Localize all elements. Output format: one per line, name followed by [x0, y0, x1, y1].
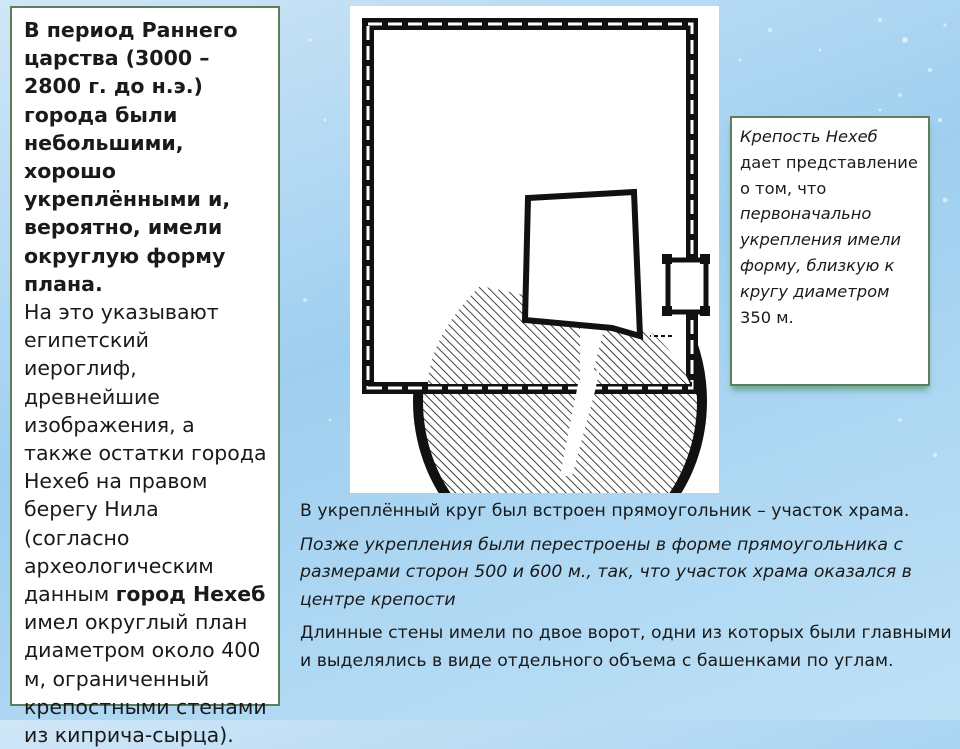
note-line-3: первоначально укрепления имели форму, близкую к кругу диаметром	[740, 204, 901, 301]
fortress-plan-figure	[350, 6, 719, 493]
evidence-bold-nekheb: город Нехеб	[115, 582, 266, 607]
evidence-paragraph	[24, 298, 268, 749]
note-text	[740, 124, 920, 330]
left-text-panel	[10, 6, 280, 748]
temple-enclosure	[525, 192, 640, 336]
bottom-paragraph-1: В укреплённый круг был встроен прямоугольник – участок храма.	[300, 501, 910, 521]
note-line-2: дает представление о том, что	[740, 152, 918, 198]
evidence-text-2: имел округлый план диаметром около 400 м, ограниченный крепостными стенами из киприча-сырца).	[24, 610, 267, 748]
bottom-paragraph-2: Позже укрепления были перестроены в форме прямоугольника с размерами сторон 500 и 600 м., так, что участок храма оказался в центре крепости	[300, 534, 912, 610]
evidence-text-1: На это указывают египетский иероглиф, древнейшие изображения, а также остатки города Нехеб на правом берегу Нила (согласно археологическим данным	[24, 300, 267, 607]
note-line-4: 350 м.	[740, 307, 794, 327]
intro-paragraph: В период Раннего царства (3000 – 2800 г. до н.э.) города были небольшими, хорошо укреплёнными и, вероятно, имели округлую форму плана.	[24, 18, 238, 296]
note-line-1: Крепость Нехеб	[740, 127, 878, 146]
bottom-text-block	[300, 498, 955, 675]
fortress-plan-drawing	[350, 6, 719, 493]
bottom-paragraph-3: Длинные стены имели по двое ворот, одни из которых были главными и выделялись в виде отдельного объема с башенками по углам.	[300, 623, 952, 671]
nekheb-note-box	[730, 116, 930, 386]
gate-tower	[668, 260, 706, 312]
